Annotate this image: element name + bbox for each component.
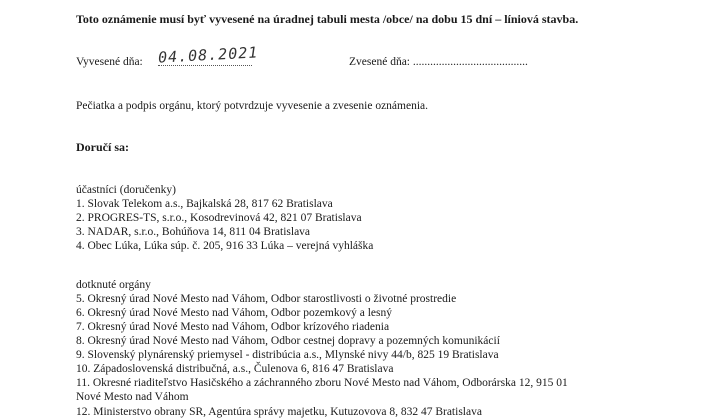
authority-entry: 6. Okresný úrad Nové Mesto nad Váhom, Odbor pozemkový a lesný [76, 307, 392, 319]
authority-entry: 9. Slovenský plynárenský priemysel - distribúcia a.s., Mlynské nivy 44/b, 825 19 Bratislava [76, 349, 499, 361]
authority-entry: 7. Okresný úrad Nové Mesto nad Váhom, Odbor krízového riadenia [76, 321, 390, 333]
participant-entry: 1. Slovak Telekom a.s., Bajkalská 28, 817 62 Bratislava [76, 198, 333, 210]
posted-date-label: Vyvesené dňa: [76, 56, 143, 68]
posted-date-handwritten: 04.08.2021 [157, 43, 259, 67]
authority-entry: 5. Okresný úrad Nové Mesto nad Váhom, Odbor starostlivosti o životné prostredie [76, 293, 457, 305]
participant-entry: 4. Obec Lúka, Lúka súp. č. 205, 916 33 Lúka – verejná vyhláška [76, 240, 374, 252]
authority-entry: 12. Ministerstvo obrany SR, Agentúra správy majetku, Kutuzovova 8, 832 47 Bratislava [76, 406, 482, 418]
deliver-to-heading: Doručí sa: [76, 140, 129, 154]
posted-date-dotted-line [158, 65, 252, 66]
authority-entry: 11. Okresné riaditeľstvo Hasičského a záchranného zboru Nové Mesto nad Váhom, Odborárska 12, 915 01 [76, 377, 568, 389]
participants-label: účastníci (doručenky) [76, 184, 176, 196]
authority-entry: 8. Okresný úrad Nové Mesto nad Váhom, Odbor cestnej dopravy a pozemných komunikácií [76, 335, 500, 347]
notice-heading: Toto oznámenie musí byť vyvesené na úradnej tabuli mesta /obce/ na dobu 15 dní – líniová stavba. [76, 12, 579, 26]
authority-entry: 10. Západoslovenská distribučná, a.s., Čulenova 6, 816 47 Bratislava [76, 363, 394, 375]
authority-entry-continued: Nové Mesto nad Váhom [76, 391, 189, 403]
authorities-label: dotknuté orgány [76, 279, 151, 291]
participant-entry: 3. NADAR, s.r.o., Bohúňova 14, 811 04 Bratislava [76, 226, 311, 238]
participant-entry: 2. PROGRES-TS, s.r.o., Kosodrevinová 42, 821 07 Bratislava [76, 212, 362, 224]
removed-date-label: Zvesené dňa: ........................................ [349, 56, 528, 68]
stamp-signature-note: Pečiatka a podpis orgánu, ktorý potvrdzuje vyvesenie a zvesenie oznámenia. [76, 100, 429, 112]
